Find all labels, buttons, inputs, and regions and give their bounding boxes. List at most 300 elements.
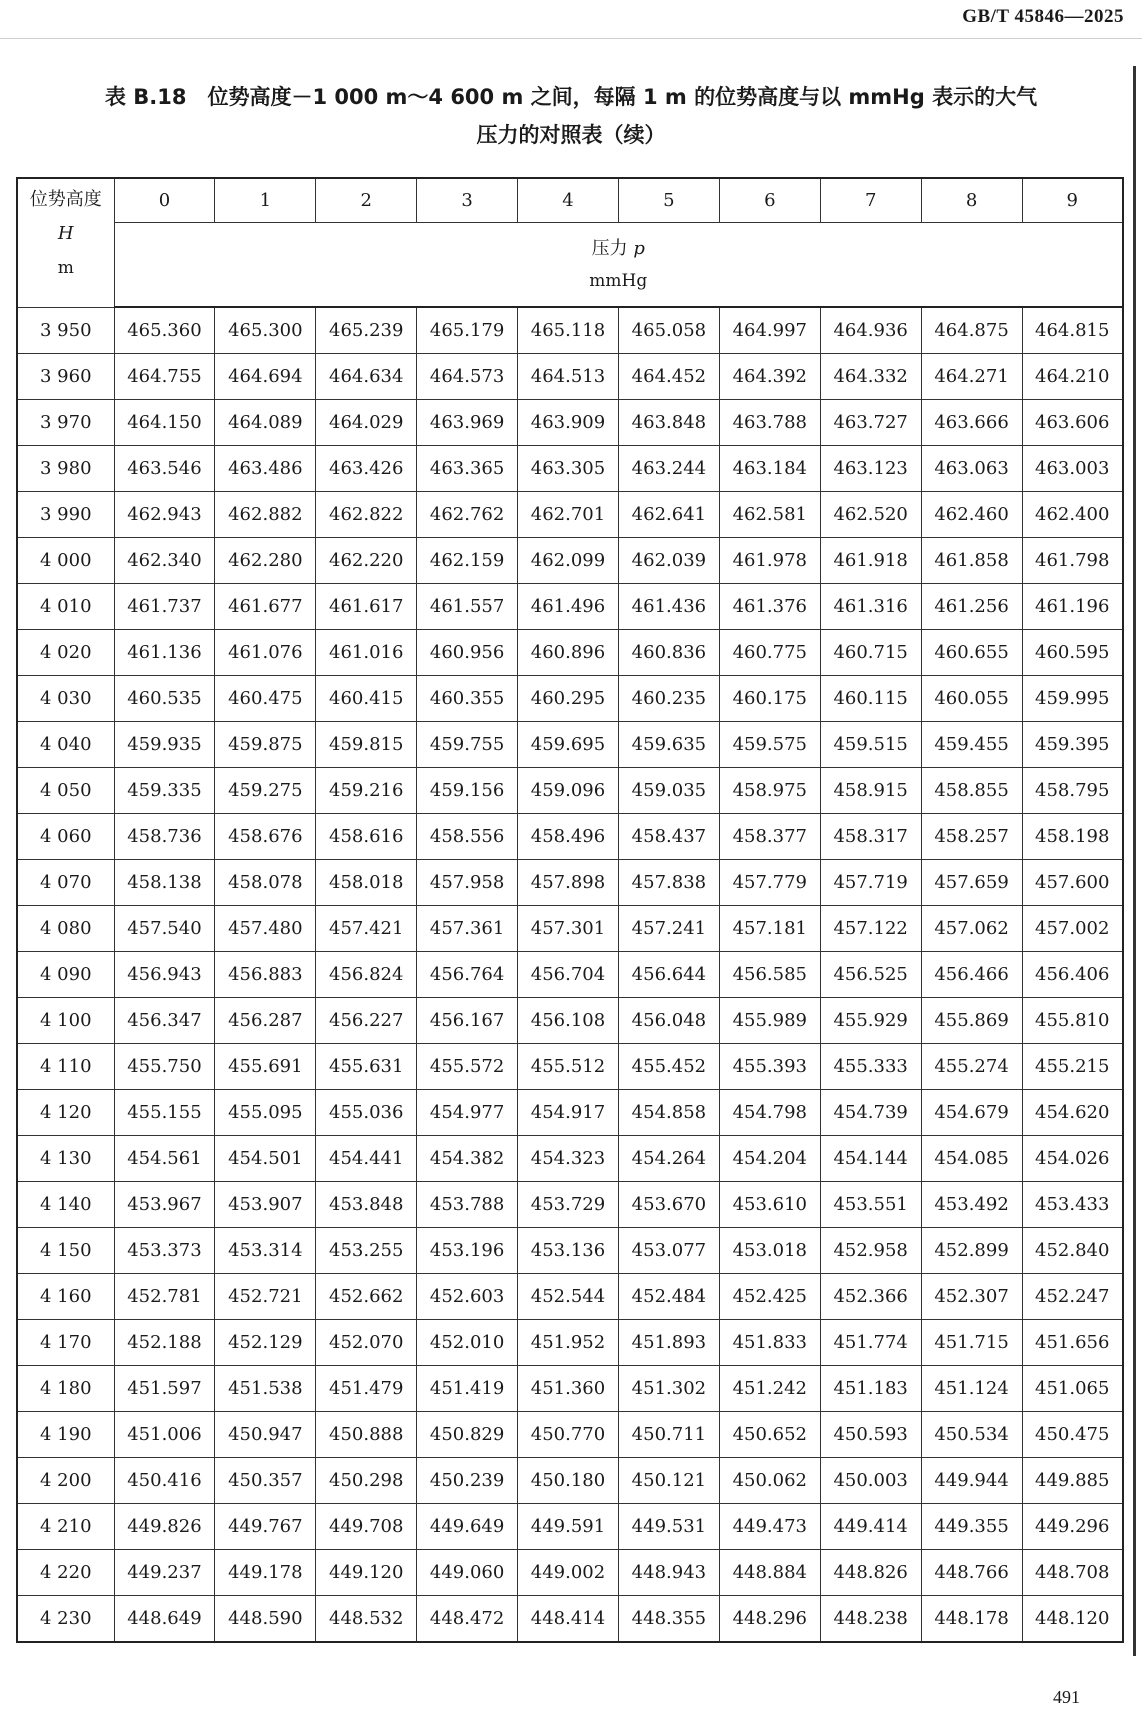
pressure-cell: 456.108 [518, 998, 619, 1044]
pressure-cell: 459.695 [518, 722, 619, 768]
pressure-cell: 465.300 [215, 307, 316, 354]
pressure-cell: 450.416 [114, 1458, 215, 1504]
pressure-cell: 464.815 [1022, 307, 1123, 354]
pressure-cell: 453.848 [316, 1182, 417, 1228]
table-row [17, 676, 1123, 722]
table-row [17, 492, 1123, 538]
pressure-cell: 461.918 [820, 538, 921, 584]
pressure-cell: 454.026 [1022, 1136, 1123, 1182]
pressure-cell: 457.898 [518, 860, 619, 906]
standard-code: GB/T 45846—2025 [962, 6, 1124, 27]
right-margin-bar [1133, 66, 1136, 1656]
pressure-cell: 454.204 [719, 1136, 820, 1182]
pressure-cell: 457.301 [518, 906, 619, 952]
pressure-cell: 462.400 [1022, 492, 1123, 538]
pressure-cell: 458.855 [921, 768, 1022, 814]
pressure-cell: 462.762 [417, 492, 518, 538]
pressure-cell: 453.492 [921, 1182, 1022, 1228]
table-row [17, 1550, 1123, 1596]
pressure-cell: 462.581 [719, 492, 820, 538]
digit-header-2: 2 [316, 178, 417, 223]
pressure-cell: 451.715 [921, 1320, 1022, 1366]
pressure-cell: 462.822 [316, 492, 417, 538]
table-row [17, 1182, 1123, 1228]
pressure-cell: 464.936 [820, 307, 921, 354]
pressure-cell: 450.239 [417, 1458, 518, 1504]
table-row [17, 998, 1123, 1044]
pressure-cell: 460.655 [921, 630, 1022, 676]
pressure-cell: 458.018 [316, 860, 417, 906]
pressure-cell: 459.635 [618, 722, 719, 768]
pressure-cell: 463.969 [417, 400, 518, 446]
table-row [17, 1596, 1123, 1643]
pressure-cell: 455.333 [820, 1044, 921, 1090]
pressure-cell: 461.316 [820, 584, 921, 630]
table-row [17, 584, 1123, 630]
pressure-cell: 451.833 [719, 1320, 820, 1366]
pressure-cell: 452.899 [921, 1228, 1022, 1274]
height-cell: 4 230 [17, 1596, 114, 1643]
pressure-cell: 452.662 [316, 1274, 417, 1320]
pressure-cell: 464.210 [1022, 354, 1123, 400]
pressure-cell: 452.721 [215, 1274, 316, 1320]
pressure-cell: 452.484 [618, 1274, 719, 1320]
pressure-cell: 460.956 [417, 630, 518, 676]
pressure-cell: 460.715 [820, 630, 921, 676]
pressure-header-label: 压力 [591, 237, 628, 259]
digit-header-4: 4 [518, 178, 619, 223]
table-row [17, 768, 1123, 814]
table-row [17, 1136, 1123, 1182]
header-rule [0, 38, 1142, 39]
pressure-table [16, 177, 1124, 1643]
table-row [17, 1090, 1123, 1136]
pressure-cell: 455.750 [114, 1044, 215, 1090]
pressure-cell: 451.065 [1022, 1366, 1123, 1412]
table-row [17, 906, 1123, 952]
pressure-cell: 452.544 [518, 1274, 619, 1320]
pressure-cell: 448.884 [719, 1550, 820, 1596]
pressure-cell: 464.029 [316, 400, 417, 446]
pressure-cell: 456.704 [518, 952, 619, 998]
table-row [17, 722, 1123, 768]
pressure-cell: 452.307 [921, 1274, 1022, 1320]
pressure-cell: 450.062 [719, 1458, 820, 1504]
pressure-cell: 461.016 [316, 630, 417, 676]
pressure-cell: 462.220 [316, 538, 417, 584]
pressure-cell: 449.060 [417, 1550, 518, 1596]
height-cell: 4 060 [17, 814, 114, 860]
pressure-cell: 456.764 [417, 952, 518, 998]
pressure-cell: 449.473 [719, 1504, 820, 1550]
pressure-cell: 464.150 [114, 400, 215, 446]
pressure-cell: 462.280 [215, 538, 316, 584]
pressure-cell: 451.242 [719, 1366, 820, 1412]
pressure-cell: 448.766 [921, 1550, 1022, 1596]
pressure-cell: 465.239 [316, 307, 417, 354]
pressure-cell: 459.156 [417, 768, 518, 814]
pressure-cell: 461.496 [518, 584, 619, 630]
pressure-cell: 453.610 [719, 1182, 820, 1228]
pressure-cell: 457.659 [921, 860, 1022, 906]
pressure-cell: 461.978 [719, 538, 820, 584]
table-row [17, 1320, 1123, 1366]
table-row [17, 952, 1123, 998]
pressure-cell: 460.775 [719, 630, 820, 676]
pressure-cell: 462.943 [114, 492, 215, 538]
pressure-cell: 457.181 [719, 906, 820, 952]
pressure-cell: 454.323 [518, 1136, 619, 1182]
pressure-cell: 464.875 [921, 307, 1022, 354]
pressure-cell: 458.736 [114, 814, 215, 860]
pressure-cell: 456.167 [417, 998, 518, 1044]
pressure-cell: 459.275 [215, 768, 316, 814]
pressure-cell: 463.003 [1022, 446, 1123, 492]
height-cell: 4 050 [17, 768, 114, 814]
pressure-cell: 458.616 [316, 814, 417, 860]
height-cell: 4 140 [17, 1182, 114, 1228]
pressure-cell: 458.138 [114, 860, 215, 906]
height-cell: 4 120 [17, 1090, 114, 1136]
pressure-cell: 465.179 [417, 307, 518, 354]
pressure-cell: 461.557 [417, 584, 518, 630]
pressure-cell: 459.216 [316, 768, 417, 814]
pressure-cell: 464.997 [719, 307, 820, 354]
pressure-cell: 460.235 [618, 676, 719, 722]
pressure-cell: 449.708 [316, 1504, 417, 1550]
height-cell: 4 100 [17, 998, 114, 1044]
pressure-cell: 455.095 [215, 1090, 316, 1136]
pressure-cell: 449.178 [215, 1550, 316, 1596]
digit-header-8: 8 [921, 178, 1022, 223]
pressure-cell: 463.486 [215, 446, 316, 492]
pressure-cell: 458.317 [820, 814, 921, 860]
pressure-cell: 455.810 [1022, 998, 1123, 1044]
table-title [0, 78, 1142, 154]
pressure-cell: 451.538 [215, 1366, 316, 1412]
pressure-cell: 463.123 [820, 446, 921, 492]
pressure-cell: 451.774 [820, 1320, 921, 1366]
pressure-cell: 453.670 [618, 1182, 719, 1228]
pressure-cell: 458.496 [518, 814, 619, 860]
pressure-cell: 457.779 [719, 860, 820, 906]
height-cell: 4 200 [17, 1458, 114, 1504]
pressure-cell: 452.070 [316, 1320, 417, 1366]
pressure-cell: 448.532 [316, 1596, 417, 1643]
pressure-cell: 458.795 [1022, 768, 1123, 814]
pressure-cell: 450.357 [215, 1458, 316, 1504]
digit-header-3: 3 [417, 178, 518, 223]
pressure-cell: 456.525 [820, 952, 921, 998]
pressure-cell: 449.649 [417, 1504, 518, 1550]
pressure-cell: 455.929 [820, 998, 921, 1044]
pressure-cell: 449.885 [1022, 1458, 1123, 1504]
pressure-cell: 450.652 [719, 1412, 820, 1458]
pressure-cell: 454.085 [921, 1136, 1022, 1182]
pressure-cell: 453.196 [417, 1228, 518, 1274]
pressure-cell: 463.305 [518, 446, 619, 492]
pressure-cell: 454.739 [820, 1090, 921, 1136]
pressure-cell: 457.958 [417, 860, 518, 906]
pressure-cell: 454.798 [719, 1090, 820, 1136]
pressure-cell: 455.274 [921, 1044, 1022, 1090]
pressure-cell: 459.935 [114, 722, 215, 768]
height-header-symbol: H [57, 223, 74, 244]
pressure-cell: 450.829 [417, 1412, 518, 1458]
pressure-cell: 452.840 [1022, 1228, 1123, 1274]
pressure-cell: 454.977 [417, 1090, 518, 1136]
pressure-cell: 456.287 [215, 998, 316, 1044]
pressure-cell: 455.393 [719, 1044, 820, 1090]
pressure-cell: 460.055 [921, 676, 1022, 722]
pressure-cell: 456.347 [114, 998, 215, 1044]
height-cell: 4 210 [17, 1504, 114, 1550]
page-number: 491 [1053, 1687, 1080, 1707]
table-row [17, 814, 1123, 860]
height-cell: 4 010 [17, 584, 114, 630]
pressure-cell: 450.711 [618, 1412, 719, 1458]
pressure-cell: 456.048 [618, 998, 719, 1044]
pressure-cell: 460.475 [215, 676, 316, 722]
pressure-cell: 461.436 [618, 584, 719, 630]
pressure-cell: 455.572 [417, 1044, 518, 1090]
height-cell: 3 950 [17, 307, 114, 354]
pressure-cell: 454.917 [518, 1090, 619, 1136]
pressure-cell: 463.063 [921, 446, 1022, 492]
pressure-cell: 453.433 [1022, 1182, 1123, 1228]
pressure-cell: 459.335 [114, 768, 215, 814]
pressure-cell: 455.215 [1022, 1044, 1123, 1090]
pressure-cell: 463.184 [719, 446, 820, 492]
pressure-cell: 459.515 [820, 722, 921, 768]
pressure-cell: 461.617 [316, 584, 417, 630]
pressure-cell: 463.606 [1022, 400, 1123, 446]
pressure-cell: 452.425 [719, 1274, 820, 1320]
pressure-cell: 454.858 [618, 1090, 719, 1136]
pressure-cell: 452.129 [215, 1320, 316, 1366]
height-cell: 4 020 [17, 630, 114, 676]
pressure-cell: 455.631 [316, 1044, 417, 1090]
pressure-cell: 464.332 [820, 354, 921, 400]
pressure-cell: 462.460 [921, 492, 1022, 538]
table-row [17, 1366, 1123, 1412]
digit-header-5: 5 [618, 178, 719, 223]
pressure-cell: 457.421 [316, 906, 417, 952]
pressure-cell: 462.039 [618, 538, 719, 584]
pressure-cell: 461.136 [114, 630, 215, 676]
pressure-cell: 450.534 [921, 1412, 1022, 1458]
pressure-cell: 453.136 [518, 1228, 619, 1274]
pressure-cell: 452.366 [820, 1274, 921, 1320]
pressure-cell: 450.121 [618, 1458, 719, 1504]
pressure-cell: 464.392 [719, 354, 820, 400]
height-cell: 4 130 [17, 1136, 114, 1182]
pressure-cell: 449.767 [215, 1504, 316, 1550]
pressure-cell: 461.076 [215, 630, 316, 676]
pressure-cell: 457.600 [1022, 860, 1123, 906]
pressure-cell: 456.406 [1022, 952, 1123, 998]
pressure-cell: 457.122 [820, 906, 921, 952]
pressure-cell: 451.183 [820, 1366, 921, 1412]
pressure-cell: 451.360 [518, 1366, 619, 1412]
pressure-cell: 456.227 [316, 998, 417, 1044]
pressure-cell: 448.296 [719, 1596, 820, 1643]
pressure-cell: 457.361 [417, 906, 518, 952]
pressure-cell: 460.836 [618, 630, 719, 676]
pressure-cell: 462.701 [518, 492, 619, 538]
pressure-cell: 459.096 [518, 768, 619, 814]
pressure-cell: 463.727 [820, 400, 921, 446]
pressure-cell: 462.882 [215, 492, 316, 538]
pressure-cell: 454.561 [114, 1136, 215, 1182]
pressure-cell: 460.355 [417, 676, 518, 722]
pressure-cell: 454.441 [316, 1136, 417, 1182]
pressure-cell: 455.691 [215, 1044, 316, 1090]
pressure-cell: 450.180 [518, 1458, 619, 1504]
table-row [17, 1228, 1123, 1274]
pressure-cell: 464.271 [921, 354, 1022, 400]
pressure-cell: 449.826 [114, 1504, 215, 1550]
pressure-cell: 456.883 [215, 952, 316, 998]
table-title-line1: 表 B.18 位势高度－1 000 m～4 600 m 之间，每隔 1 m 的位势高度与以 mmHg 表示的大气 [104, 85, 1038, 109]
table-row [17, 354, 1123, 400]
pressure-cell: 459.875 [215, 722, 316, 768]
pressure-cell: 458.377 [719, 814, 820, 860]
height-cell: 4 220 [17, 1550, 114, 1596]
pressure-cell: 448.826 [820, 1550, 921, 1596]
pressure-cell: 451.952 [518, 1320, 619, 1366]
pressure-cell: 463.546 [114, 446, 215, 492]
pressure-header-unit: mmHg [589, 270, 648, 291]
pressure-cell: 453.255 [316, 1228, 417, 1274]
height-cell: 4 150 [17, 1228, 114, 1274]
pressure-cell: 457.719 [820, 860, 921, 906]
height-cell: 4 030 [17, 676, 114, 722]
height-cell: 4 000 [17, 538, 114, 584]
height-cell: 4 190 [17, 1412, 114, 1458]
pressure-cell: 451.302 [618, 1366, 719, 1412]
pressure-cell: 456.824 [316, 952, 417, 998]
pressure-cell: 461.677 [215, 584, 316, 630]
pressure-cell: 450.888 [316, 1412, 417, 1458]
pressure-cell: 454.679 [921, 1090, 1022, 1136]
table-body [17, 307, 1123, 1642]
pressure-cell: 464.755 [114, 354, 215, 400]
pressure-cell: 456.466 [921, 952, 1022, 998]
table-title-line2: 压力的对照表（续） [476, 123, 666, 147]
pressure-cell: 448.414 [518, 1596, 619, 1643]
table-row [17, 860, 1123, 906]
pressure-cell: 455.989 [719, 998, 820, 1044]
pressure-cell: 465.118 [518, 307, 619, 354]
height-cell: 3 970 [17, 400, 114, 446]
pressure-cell: 462.520 [820, 492, 921, 538]
pressure-cell: 460.535 [114, 676, 215, 722]
height-cell: 4 170 [17, 1320, 114, 1366]
pressure-cell: 459.395 [1022, 722, 1123, 768]
pressure-header [114, 223, 1123, 308]
height-cell: 4 110 [17, 1044, 114, 1090]
height-cell: 4 090 [17, 952, 114, 998]
pressure-cell: 450.003 [820, 1458, 921, 1504]
pressure-cell: 448.472 [417, 1596, 518, 1643]
table-row [17, 1458, 1123, 1504]
pressure-header-row [17, 223, 1123, 308]
pressure-cell: 450.947 [215, 1412, 316, 1458]
pressure-cell: 461.737 [114, 584, 215, 630]
pressure-cell: 458.975 [719, 768, 820, 814]
pressure-cell: 451.656 [1022, 1320, 1123, 1366]
pressure-cell: 461.196 [1022, 584, 1123, 630]
pressure-cell: 457.480 [215, 906, 316, 952]
digit-header-6: 6 [719, 178, 820, 223]
pressure-cell: 460.115 [820, 676, 921, 722]
pressure-cell: 452.603 [417, 1274, 518, 1320]
pressure-cell: 458.198 [1022, 814, 1123, 860]
pressure-cell: 451.893 [618, 1320, 719, 1366]
pressure-cell: 461.376 [719, 584, 820, 630]
pressure-cell: 460.415 [316, 676, 417, 722]
pressure-cell: 463.666 [921, 400, 1022, 446]
pressure-cell: 449.355 [921, 1504, 1022, 1550]
pressure-cell: 458.915 [820, 768, 921, 814]
pressure-cell: 461.798 [1022, 538, 1123, 584]
table-row [17, 400, 1123, 446]
pressure-cell: 460.896 [518, 630, 619, 676]
pressure-cell: 451.419 [417, 1366, 518, 1412]
pressure-cell: 450.475 [1022, 1412, 1123, 1458]
pressure-cell: 460.295 [518, 676, 619, 722]
digit-header-1: 1 [215, 178, 316, 223]
pressure-cell: 456.943 [114, 952, 215, 998]
pressure-header-symbol: p [633, 237, 645, 259]
pressure-cell: 462.641 [618, 492, 719, 538]
pressure-cell: 457.838 [618, 860, 719, 906]
pressure-cell: 448.590 [215, 1596, 316, 1643]
height-cell: 3 960 [17, 354, 114, 400]
pressure-cell: 453.314 [215, 1228, 316, 1274]
pressure-cell: 463.365 [417, 446, 518, 492]
pressure-cell: 458.078 [215, 860, 316, 906]
pressure-cell: 448.178 [921, 1596, 1022, 1643]
pressure-cell: 449.237 [114, 1550, 215, 1596]
table-row [17, 538, 1123, 584]
pressure-cell: 450.298 [316, 1458, 417, 1504]
pressure-cell: 457.241 [618, 906, 719, 952]
table-row [17, 1412, 1123, 1458]
pressure-cell: 464.573 [417, 354, 518, 400]
height-column-header [17, 178, 114, 307]
pressure-cell: 457.062 [921, 906, 1022, 952]
table-row [17, 1044, 1123, 1090]
pressure-cell: 451.124 [921, 1366, 1022, 1412]
digit-header-row [17, 178, 1123, 223]
pressure-cell: 454.264 [618, 1136, 719, 1182]
height-header-label: 位势高度 [29, 189, 102, 210]
pressure-cell: 459.455 [921, 722, 1022, 768]
pressure-cell: 454.501 [215, 1136, 316, 1182]
pressure-cell: 463.909 [518, 400, 619, 446]
height-header-unit: m [57, 258, 74, 278]
pressure-cell: 460.175 [719, 676, 820, 722]
pressure-cell: 451.006 [114, 1412, 215, 1458]
pressure-cell: 452.188 [114, 1320, 215, 1366]
pressure-cell: 453.729 [518, 1182, 619, 1228]
pressure-cell: 458.676 [215, 814, 316, 860]
pressure-cell: 463.848 [618, 400, 719, 446]
pressure-cell: 450.770 [518, 1412, 619, 1458]
pressure-cell: 464.634 [316, 354, 417, 400]
